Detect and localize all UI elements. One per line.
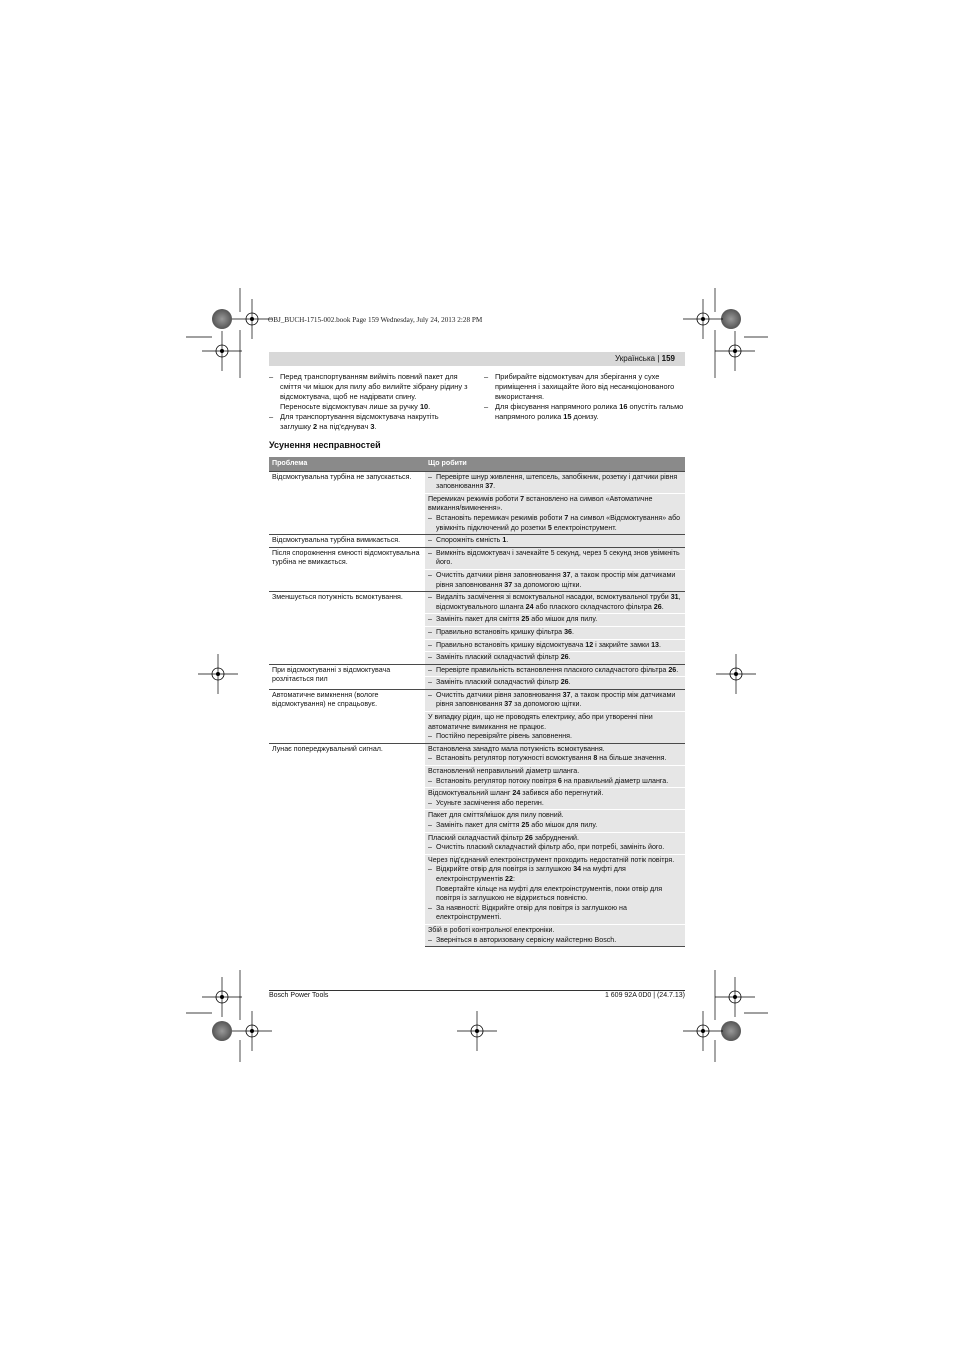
action-cell	[425, 832, 685, 854]
text-fragment: забився або перегнутий.	[520, 789, 604, 798]
action-cell	[425, 689, 685, 711]
text-fragment: на під'єднувач	[317, 422, 371, 431]
text-fragment: Пакет для сміття/мішок для пилу повний.	[428, 811, 564, 820]
text-fragment: , а також простір між датчиками рівня заповнювання	[436, 570, 676, 589]
part-number: 10	[419, 402, 429, 411]
action-line	[428, 843, 682, 853]
table-header-row	[269, 457, 685, 471]
text-fragment: Замініть плаский складчастий фільтр	[436, 653, 561, 662]
text-fragment: .	[493, 482, 496, 491]
text-fragment: Плаский складчастий фільтр	[428, 833, 525, 842]
bullet-dash: –	[269, 372, 274, 381]
action-line	[428, 641, 682, 651]
text-fragment: за допомогою щітки.	[512, 700, 582, 709]
problem-cell: Відсмоктувальна турбіна не запускається.	[269, 471, 425, 535]
text-fragment: .	[506, 536, 509, 545]
action-cell	[425, 493, 685, 534]
column-header-problem: Проблема	[269, 457, 425, 471]
text-fragment: або мішок для пилу.	[529, 821, 598, 829]
text-fragment: .	[658, 640, 661, 649]
bullet-dash: –	[428, 536, 432, 545]
action-cell	[425, 854, 685, 924]
part-number: 25	[521, 615, 530, 624]
part-number: 26	[560, 678, 569, 687]
part-number: 24	[512, 789, 521, 798]
problem-cell: При відсмоктуванні з відсмоктувача розлітається пил	[269, 664, 425, 689]
action-cell	[425, 535, 685, 548]
part-number: 26	[560, 653, 569, 662]
text-fragment: на символ «Відсмоктування» або увімкніть підключений до розетки	[436, 513, 681, 532]
action-cell	[425, 652, 685, 665]
text-fragment: Вимкніть відсмоктувач і зачекайте 5 секунд, через 5 секунд знов увімкніть його.	[436, 548, 680, 567]
action-line	[428, 856, 682, 866]
part-number: 37	[562, 570, 571, 579]
bullet-dash: –	[428, 798, 432, 807]
text-fragment: Для транспортування відсмоктувача накрутіть заглушку	[280, 412, 439, 431]
bullet-dash: –	[428, 627, 432, 636]
left-column	[269, 372, 471, 432]
action-line	[428, 666, 682, 676]
action-line	[428, 549, 682, 568]
text-fragment: Повертайте кільце на муфті для електроінструментів, поки отвір для повітря із заглушкою не відкриється повністю.	[436, 884, 663, 903]
text-fragment: Замініть плаский складчастий фільтр	[436, 678, 561, 687]
text-fragment: Усуньте засмічення або перегин.	[436, 798, 544, 807]
text-fragment: або мішок для пилу.	[529, 615, 598, 624]
table-row	[269, 689, 685, 711]
text-fragment: Встановіть регулятор потоку повітря	[436, 776, 558, 785]
part-number: 2	[313, 422, 318, 431]
problem-cell: Відсмоктувальна турбіна вимикається.	[269, 535, 425, 548]
text-fragment: встановлено на символ «Автоматичне вмикання/вимкнення».	[428, 494, 653, 513]
text-fragment: Відкрийте отвір для повітря із заглушкою	[436, 865, 574, 874]
action-line	[428, 821, 682, 831]
list-item-text: Перед транспортуванням вийміть повний пакет для сміття чи мішок для пилу або вилийте зібрану рідину з відсмоктувача, щоб не надірвати спину.	[280, 372, 468, 401]
table-row	[269, 547, 685, 569]
bullet-dash: –	[428, 653, 432, 662]
action-cell	[425, 743, 685, 765]
troubleshooting-table	[269, 457, 685, 947]
text-fragment: Перевірте правильність встановлення плаского складчастого фільтра	[436, 665, 669, 674]
text-fragment: Постійно перевіряйте рівень заповнення.	[436, 732, 572, 741]
part-number: 22	[505, 874, 513, 883]
action-cell	[425, 924, 685, 946]
bullet-dash: –	[428, 690, 432, 699]
text-fragment: .	[661, 602, 664, 611]
action-line	[428, 653, 682, 663]
bullet-dash: –	[428, 843, 432, 852]
text-fragment: Очистіть датчики рівня заповнювання	[436, 690, 563, 699]
bullet-dash: –	[428, 665, 432, 674]
list-item	[269, 372, 471, 412]
action-line	[428, 495, 682, 514]
table-row	[269, 592, 685, 614]
footer-rule	[269, 990, 685, 991]
action-line	[428, 754, 682, 764]
part-number: 37	[562, 690, 571, 699]
part-number: 16	[619, 402, 628, 411]
part-number: 26	[668, 665, 677, 674]
action-cell	[425, 626, 685, 639]
action-line	[428, 904, 682, 923]
text-fragment: і закрийте замки	[593, 640, 652, 649]
text-fragment: Зверніться в авторизовану сервісну майстерню Bosch.	[436, 935, 617, 944]
text-fragment: Замініть пакет для сміття	[436, 821, 522, 829]
bullet-dash: –	[428, 570, 432, 579]
bullet-dash: –	[428, 548, 432, 557]
action-line	[428, 767, 682, 777]
text-fragment: Через під'єднаний електроінструмент проходить недостатній потік повітря.	[428, 855, 675, 864]
text-fragment: за допомогою щітки.	[512, 580, 582, 589]
action-cell	[425, 712, 685, 744]
action-cell	[425, 614, 685, 627]
text-fragment: Правильно встановіть кришку відсмоктувача	[436, 640, 586, 649]
action-line	[428, 514, 682, 533]
bullet-dash: –	[428, 593, 432, 602]
text-fragment: забруднений.	[532, 833, 579, 842]
bullet-dash: –	[428, 513, 432, 522]
table-row	[269, 535, 685, 548]
action-line	[428, 789, 682, 799]
text-fragment: .	[676, 665, 679, 674]
text-fragment: на правильний діаметр шланга.	[561, 776, 669, 785]
action-line	[428, 926, 682, 936]
part-number: 1	[502, 536, 507, 545]
action-cell	[425, 810, 685, 832]
bullet-dash: –	[484, 402, 489, 411]
text-fragment: Для фіксування напрямного ролика	[495, 402, 620, 411]
part-number: 37	[485, 482, 494, 491]
header-language: Українська	[615, 354, 656, 363]
text-fragment: Перемикач режимів роботи	[428, 494, 521, 503]
action-line	[428, 799, 682, 809]
list-item-subtext	[280, 402, 471, 412]
text-fragment: Спорожніть ємність	[436, 536, 503, 545]
action-line	[428, 691, 682, 710]
action-line	[428, 628, 682, 638]
part-number: 13	[651, 640, 659, 649]
action-cell	[425, 677, 685, 690]
footer-left: Bosch Power Tools	[269, 992, 329, 999]
part-number: 8	[593, 754, 598, 763]
text-fragment: За наявності: Відкрийте отвір для повітря із заглушкою на електроінструменті.	[436, 903, 627, 922]
action-cell	[425, 766, 685, 788]
action-line	[428, 678, 682, 688]
text-fragment: У випадку рідин, що не проводять електрику, або при утворенні піни автоматичне вимикання не працює.	[428, 713, 653, 731]
part-number: 5	[547, 523, 552, 532]
text-fragment: :	[512, 874, 515, 883]
part-number: 7	[520, 494, 525, 503]
page-header	[269, 352, 685, 366]
table-body	[269, 471, 685, 947]
text-fragment: Замініть пакет для сміття	[436, 615, 522, 624]
bullet-dash: –	[428, 754, 432, 763]
bullet-dash: –	[428, 732, 432, 741]
text-fragment: на муфті для електроінструментів	[436, 865, 626, 883]
part-number: 26	[524, 833, 533, 842]
part-number: 7	[564, 513, 569, 522]
action-cell	[425, 471, 685, 493]
problem-cell: Зменшується потужність всмоктування.	[269, 592, 425, 665]
text-fragment: , відсмоктувального шланга	[436, 593, 681, 611]
table-row	[269, 664, 685, 677]
bullet-dash: –	[428, 615, 432, 624]
part-number: 36	[564, 627, 572, 636]
page-number: 159	[661, 354, 675, 363]
text-fragment: або плаского складчастого фільтра	[533, 602, 654, 611]
bullet-dash: –	[428, 776, 432, 785]
bullet-dash: –	[269, 412, 274, 421]
action-line	[428, 593, 682, 612]
text-fragment: .	[428, 402, 431, 411]
text-fragment: Правильно встановіть кришку фільтра	[436, 627, 565, 636]
text-fragment: Встановіть регулятор потужності всмоктування	[436, 754, 594, 763]
text-fragment: Очистіть датчики рівня заповнювання	[436, 570, 563, 579]
action-line	[428, 536, 682, 546]
print-slug: OBJ_BUCH-1715-002.book Page 159 Wednesday, July 24, 2013 2:28 PM	[268, 316, 483, 324]
part-number: 24	[525, 602, 534, 611]
bullet-dash: –	[428, 821, 432, 829]
text-fragment: .	[568, 678, 571, 687]
text-fragment: електроінструмент.	[551, 523, 617, 532]
part-number: 31	[670, 593, 679, 602]
list-item	[484, 372, 686, 402]
bullet-dash: –	[428, 678, 432, 687]
part-number: 15	[563, 412, 572, 421]
text-fragment: Відсмоктувальний шланг	[428, 789, 513, 798]
text-fragment: Очистіть плаский складчастий фільтр або, при потребі, замініть його.	[436, 843, 665, 852]
text-fragment: Збій в роботі контрольної електроніки.	[428, 925, 555, 934]
part-number: 34	[573, 865, 582, 874]
action-line	[428, 615, 682, 625]
action-line	[428, 811, 682, 821]
part-number: 3	[370, 422, 375, 431]
text-fragment: Видаліть засмічення зі всмоктувальної насадки, всмоктувальної труби	[436, 593, 671, 602]
text-fragment: , а також простір між датчиками рівня заповнювання	[436, 690, 676, 709]
column-header-action: Що робити	[425, 457, 685, 471]
part-number: 6	[557, 776, 562, 785]
action-cell	[425, 569, 685, 591]
action-line	[428, 745, 682, 755]
part-number: 26	[653, 602, 662, 611]
bullet-dash: –	[484, 372, 489, 381]
header-separator: |	[657, 354, 660, 363]
bullet-dash: –	[428, 640, 432, 649]
action-line	[428, 571, 682, 590]
text-fragment: .	[568, 653, 571, 662]
text-fragment: донизу.	[571, 412, 599, 421]
action-cell	[425, 664, 685, 677]
right-column	[484, 372, 686, 422]
problem-cell: Після спорожнення ємності відсмоктувальна турбіна не вмикається.	[269, 547, 425, 591]
table-row	[269, 743, 685, 765]
part-number: 37	[504, 700, 513, 709]
action-line	[428, 936, 682, 946]
text-fragment: на більше значення.	[597, 754, 667, 763]
problem-cell: Лунає попереджувальний сигнал.	[269, 743, 425, 946]
action-cell	[425, 639, 685, 652]
bullet-dash: –	[428, 903, 432, 912]
text-fragment: Встановлений неправильний діаметр шланга.	[428, 767, 580, 776]
action-line	[428, 834, 682, 844]
footer-right: 1 609 92A 0D0 | (24.7.13)	[604, 992, 685, 999]
action-line	[428, 473, 682, 492]
table-row	[269, 471, 685, 493]
list-item-text: Прибирайте відсмоктувач для зберігання у сухе приміщення і захищайте його від несанкціонованого використання.	[495, 372, 675, 401]
problem-cell: Автоматичне вимкнення (вологе відсмоктування) не спрацьовує.	[269, 689, 425, 743]
section-title: Усунення несправностей	[269, 440, 381, 450]
text-fragment: Переносьте відсмоктувач лише за ручку	[280, 402, 420, 411]
header-language-page	[615, 354, 675, 363]
text-fragment: Перевірте шнур живлення, штепсель, запобіжник, розетку і датчики рівня заповнювання	[436, 472, 678, 491]
bullet-dash: –	[428, 865, 432, 874]
bullet-dash: –	[428, 472, 432, 481]
text-fragment: .	[571, 627, 574, 636]
text-fragment: Встановіть перемикач режимів роботи	[436, 513, 565, 522]
list-item	[269, 412, 471, 432]
action-line	[428, 777, 682, 787]
action-line	[428, 865, 682, 884]
bullet-dash: –	[428, 935, 432, 944]
part-number: 12	[585, 640, 594, 649]
text-fragment: .	[374, 422, 377, 431]
text-fragment: Встановлена занадто мала потужність всмоктування.	[428, 744, 605, 753]
list-item	[484, 402, 686, 422]
text-fragment: опустіть гальмо напрямного ролика	[495, 402, 684, 421]
part-number: 25	[521, 821, 530, 829]
part-number: 37	[504, 580, 513, 589]
action-cell	[425, 547, 685, 569]
action-cell	[425, 788, 685, 810]
action-line	[428, 885, 682, 904]
action-line	[428, 713, 682, 732]
action-cell	[425, 592, 685, 614]
action-line	[428, 732, 682, 742]
